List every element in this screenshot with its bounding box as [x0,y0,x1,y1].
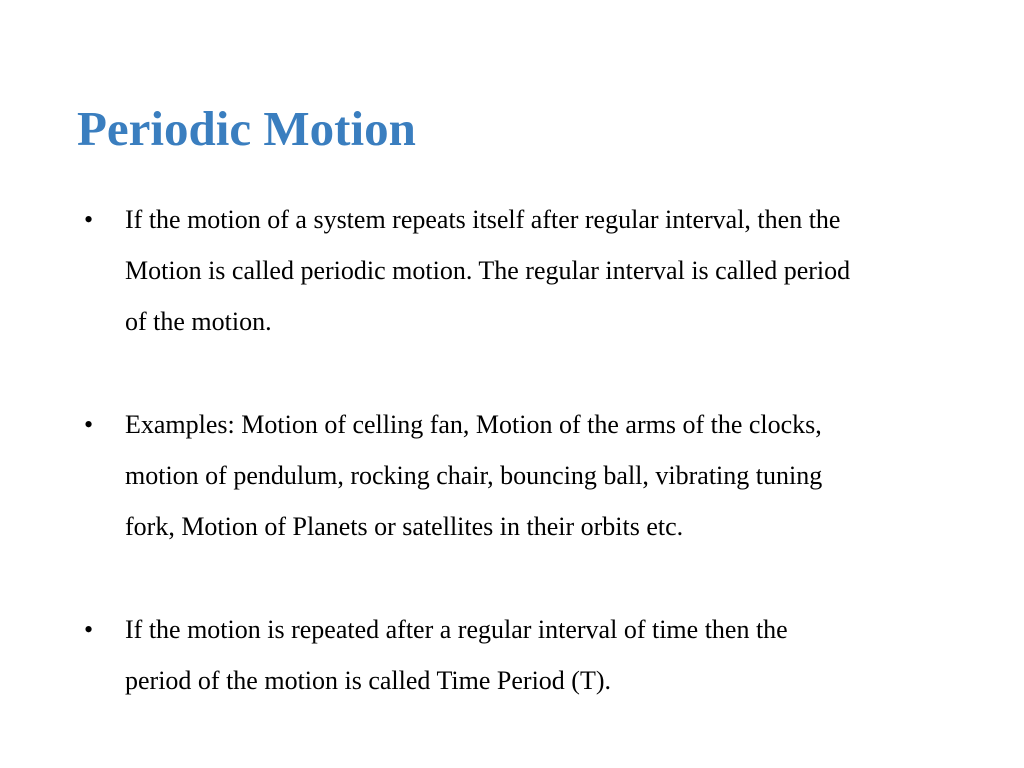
slide-title: Periodic Motion [77,101,416,156]
bullet-line: If the motion is repeated after a regular interval of time then the [125,615,788,644]
bullet-line: Examples: Motion of celling fan, Motion of the arms of the clocks, [125,410,822,439]
bullet-icon: • [84,615,94,644]
bullet-text [125,194,925,347]
bullet-line: of the motion. [125,307,272,336]
bullet-line: If the motion of a system repeats itself after regular interval, then the [125,205,841,234]
bullet-line: motion of pendulum, rocking chair, bouncing ball, vibrating tuning [125,461,823,490]
bullet-icon: • [84,410,94,439]
bullet-text [125,604,925,706]
bullet-line: period of the motion is called Time Period (T). [125,666,611,695]
bullet-icon: • [84,205,94,234]
bullet-line: fork, Motion of Planets or satellites in their orbits etc. [125,512,684,541]
bullet-line: Motion is called periodic motion. The regular interval is called period [125,256,851,285]
bullet-text [125,399,925,552]
